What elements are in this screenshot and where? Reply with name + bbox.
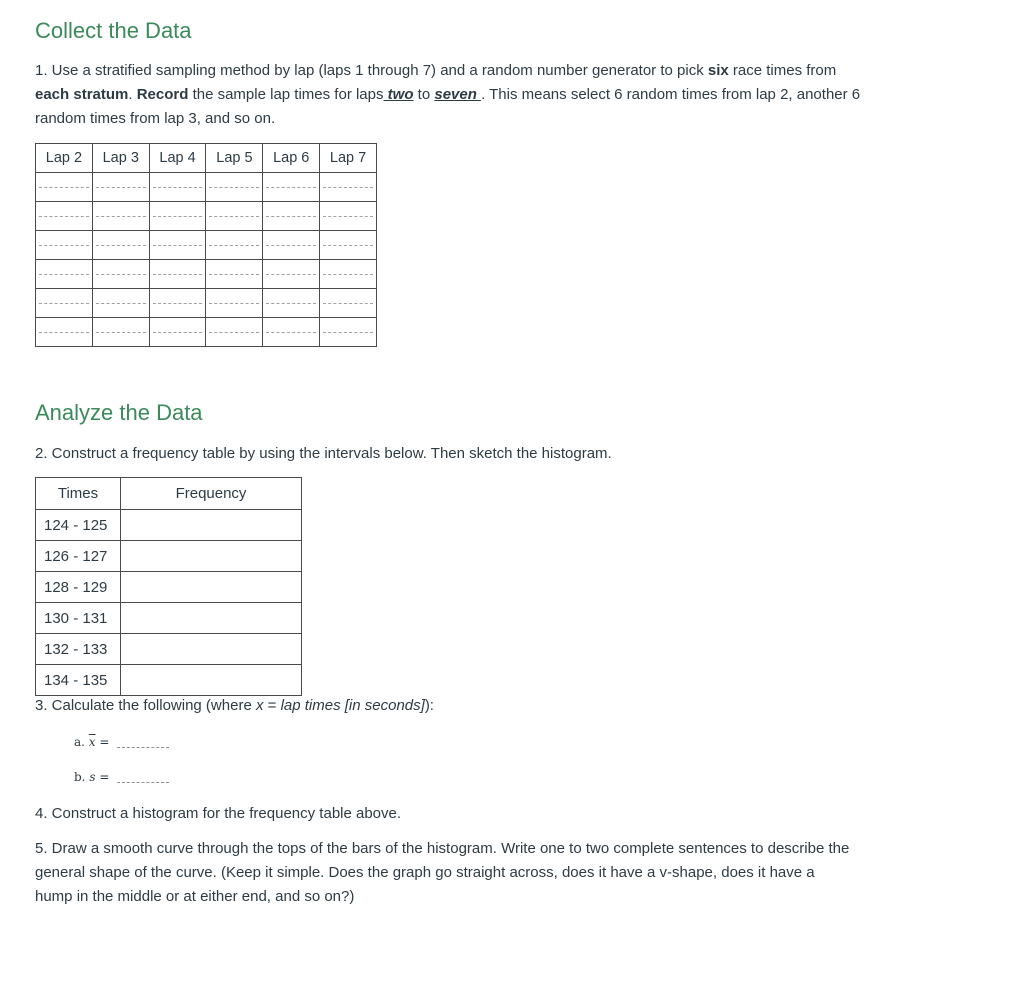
lap-time-blank[interactable] xyxy=(36,318,93,347)
lap-sample-row xyxy=(36,260,377,289)
lap-header: Lap 7 xyxy=(320,144,377,173)
lap-time-blank[interactable] xyxy=(92,318,149,347)
lap-time-blank[interactable] xyxy=(206,202,263,231)
answer-b-blank[interactable] xyxy=(117,782,169,783)
q1-text: . xyxy=(128,86,137,103)
blank-line xyxy=(323,303,373,304)
lap-time-blank[interactable] xyxy=(320,289,377,318)
lap-time-blank[interactable] xyxy=(92,202,149,231)
xbar-symbol: $\overline{x}$ xyxy=(88,735,96,749)
lap-header: Lap 2 xyxy=(36,144,93,173)
lap-time-blank[interactable] xyxy=(320,173,377,202)
q1-bold-each-stratum: each stratum xyxy=(35,86,129,103)
q1-text: the sample lap times for laps xyxy=(188,86,384,103)
blank-line xyxy=(39,187,89,188)
lap-time-blank[interactable] xyxy=(92,289,149,318)
blank-line xyxy=(209,187,259,188)
equals-sign: = xyxy=(99,735,110,749)
lap-header-row xyxy=(36,144,377,173)
interval-cell: 124 - 125 xyxy=(36,510,121,541)
lap-time-blank[interactable] xyxy=(149,173,206,202)
q3-text: 3. Calculate the following (where xyxy=(35,697,256,714)
frequency-cell[interactable] xyxy=(121,603,302,634)
blank-line xyxy=(39,216,89,217)
frequency-row xyxy=(36,603,302,634)
blank-line xyxy=(153,332,203,333)
analyze-data-heading: Analyze the Data xyxy=(35,400,203,425)
lap-time-blank[interactable] xyxy=(149,202,206,231)
frequency-table xyxy=(35,477,302,696)
frequency-cell[interactable] xyxy=(121,541,302,572)
blank-line xyxy=(96,245,146,246)
lap-time-blank[interactable] xyxy=(263,318,320,347)
lap-time-blank[interactable] xyxy=(149,231,206,260)
times-header: Times xyxy=(36,478,121,510)
lap-sample-row xyxy=(36,173,377,202)
blank-line xyxy=(209,303,259,304)
blank-line xyxy=(266,187,316,188)
blank-line xyxy=(266,303,316,304)
blank-line xyxy=(209,245,259,246)
lap-times-table xyxy=(35,143,377,347)
lap-time-blank[interactable] xyxy=(320,231,377,260)
lap-time-blank[interactable] xyxy=(149,318,206,347)
frequency-row xyxy=(36,665,302,696)
question-5: 5. Draw a smooth curve through the tops of the bars of the histogram. Write one to two complete sentences to describe the general shape of the curve. (Keep it simple. Does the graph go straight across, does it have a v-shape, does it have a hump in the middle or at either end, and so on?) xyxy=(35,840,850,905)
blank-line xyxy=(323,245,373,246)
blank-line xyxy=(266,216,316,217)
blank-line xyxy=(153,187,203,188)
lap-time-blank[interactable] xyxy=(206,260,263,289)
lap-time-blank[interactable] xyxy=(36,289,93,318)
lap-sample-row xyxy=(36,318,377,347)
q1-text: race times from xyxy=(728,62,837,79)
lap-time-blank[interactable] xyxy=(263,260,320,289)
q1-bold-six: six xyxy=(707,62,729,79)
s-symbol: s xyxy=(89,770,96,784)
blank-line xyxy=(323,332,373,333)
frequency-cell[interactable] xyxy=(121,572,302,603)
blank-line xyxy=(209,216,259,217)
blank-line xyxy=(323,216,373,217)
frequency-row xyxy=(36,510,302,541)
question-3 xyxy=(35,694,865,718)
blank-line xyxy=(209,332,259,333)
lap-time-blank[interactable] xyxy=(263,231,320,260)
q1-text: . This means select 6 random times from lap 2, another 6 random times from lap 3, and so on. xyxy=(35,86,861,127)
q1-text: to xyxy=(413,86,435,103)
answer-a-mean xyxy=(74,735,169,749)
lap-time-blank[interactable] xyxy=(92,173,149,202)
blank-line xyxy=(39,245,89,246)
blank-line xyxy=(153,274,203,275)
blank-line xyxy=(96,303,146,304)
frequency-row xyxy=(36,634,302,665)
blank-line xyxy=(39,332,89,333)
lap-time-blank[interactable] xyxy=(320,318,377,347)
q3-text: = xyxy=(263,697,281,714)
lap-time-blank[interactable] xyxy=(149,289,206,318)
q1-bold-record: Record xyxy=(136,86,189,103)
blank-line xyxy=(153,216,203,217)
question-4: 4. Construct a histogram for the frequency table above. xyxy=(35,805,402,822)
lap-header: Lap 3 xyxy=(92,144,149,173)
blank-line xyxy=(39,303,89,304)
lap-time-blank[interactable] xyxy=(92,231,149,260)
blank-line xyxy=(96,274,146,275)
blank-line xyxy=(323,187,373,188)
lap-time-blank[interactable] xyxy=(263,173,320,202)
frequency-cell[interactable] xyxy=(121,665,302,696)
collect-data-heading: Collect the Data xyxy=(35,18,192,43)
blank-line xyxy=(323,274,373,275)
lap-time-blank[interactable] xyxy=(263,289,320,318)
q1-underline-two: two xyxy=(383,86,414,103)
q3-text: ): xyxy=(424,697,434,714)
blank-line xyxy=(96,216,146,217)
answer-b-std-dev xyxy=(74,770,169,784)
interval-cell: 130 - 131 xyxy=(36,603,121,634)
lap-time-blank[interactable] xyxy=(149,260,206,289)
blank-line xyxy=(266,274,316,275)
frequency-row xyxy=(36,572,302,603)
frequency-row xyxy=(36,541,302,572)
blank-line xyxy=(209,274,259,275)
q3-variable: x xyxy=(255,697,264,714)
lap-time-blank[interactable] xyxy=(206,231,263,260)
answer-b-label: b. xyxy=(74,770,86,784)
answer-a-blank[interactable] xyxy=(117,747,169,748)
interval-cell: 132 - 133 xyxy=(36,634,121,665)
blank-line xyxy=(266,332,316,333)
interval-cell: 128 - 129 xyxy=(36,572,121,603)
interval-cell: 134 - 135 xyxy=(36,665,121,696)
q3-description: lap times [in seconds] xyxy=(280,697,425,714)
frequency-cell[interactable] xyxy=(121,510,302,541)
frequency-cell[interactable] xyxy=(121,634,302,665)
lap-time-blank[interactable] xyxy=(206,173,263,202)
lap-time-blank[interactable] xyxy=(36,231,93,260)
lap-time-blank[interactable] xyxy=(36,173,93,202)
interval-cell: 126 - 127 xyxy=(36,541,121,572)
lap-header: Lap 4 xyxy=(149,144,206,173)
lap-time-blank[interactable] xyxy=(92,260,149,289)
q1-underline-seven: seven xyxy=(434,86,482,103)
q1-text: 1. Use a stratified sampling method by lap (laps 1 through 7) and a random number generator to pick xyxy=(35,62,708,79)
lap-time-blank[interactable] xyxy=(320,260,377,289)
equals-sign: = xyxy=(99,770,110,784)
blank-line xyxy=(96,332,146,333)
lap-time-blank[interactable] xyxy=(206,318,263,347)
question-2: 2. Construct a frequency table by using the intervals below. Then sketch the histogram. xyxy=(35,445,612,462)
blank-line xyxy=(96,187,146,188)
lap-sample-row xyxy=(36,202,377,231)
frequency-header: Frequency xyxy=(121,478,302,510)
lap-header: Lap 5 xyxy=(206,144,263,173)
blank-line xyxy=(266,245,316,246)
lap-time-blank[interactable] xyxy=(36,260,93,289)
lap-time-blank[interactable] xyxy=(206,289,263,318)
lap-header: Lap 6 xyxy=(263,144,320,173)
lap-time-blank[interactable] xyxy=(36,202,93,231)
blank-line xyxy=(39,274,89,275)
frequency-header-row xyxy=(36,478,302,510)
lap-time-blank[interactable] xyxy=(263,202,320,231)
answer-a-label: a. xyxy=(74,735,85,749)
lap-time-blank[interactable] xyxy=(320,202,377,231)
lap-sample-row xyxy=(36,231,377,260)
blank-line xyxy=(153,303,203,304)
question-1 xyxy=(35,59,865,131)
lap-times-body xyxy=(36,173,377,347)
lap-sample-row xyxy=(36,289,377,318)
blank-line xyxy=(153,245,203,246)
